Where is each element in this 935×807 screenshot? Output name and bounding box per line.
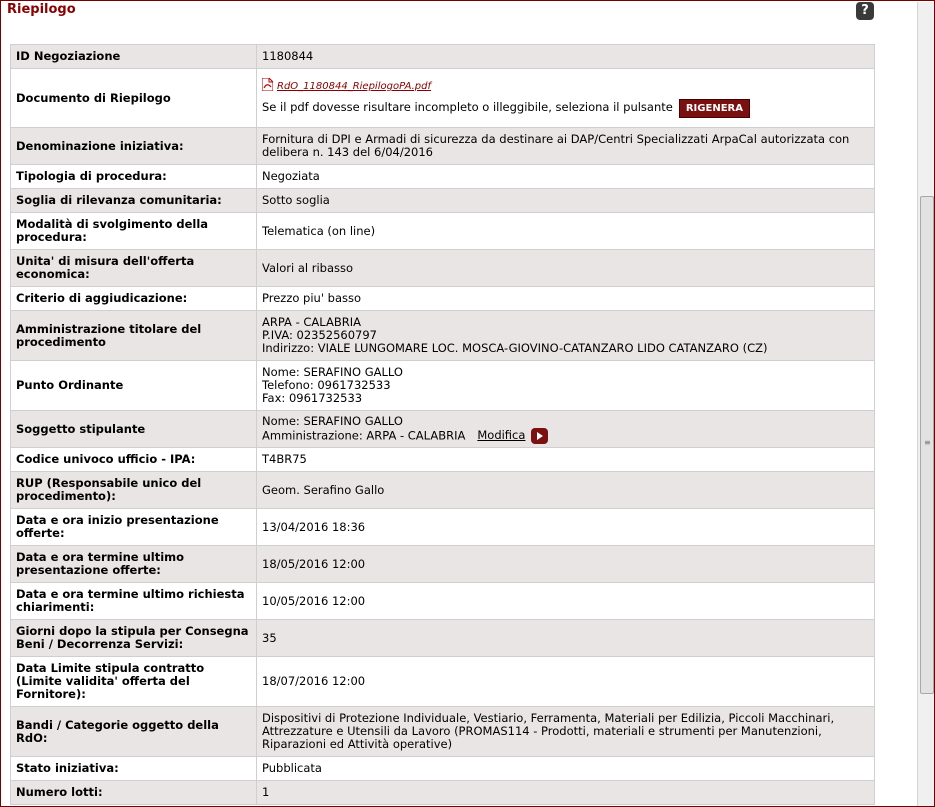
row-punto-ordinante — [11, 361, 875, 411]
row-value-line: ARPA - CALABRIA — [262, 315, 361, 329]
row-label: Tipologia di procedura: — [11, 165, 257, 189]
modify-link[interactable]: Modifica — [477, 428, 526, 442]
row-label: Stato iniziativa: — [11, 757, 257, 781]
row-soglia — [11, 189, 875, 213]
row-value-line: Indirizzo: VIALE LUNGOMARE LOC. MOSCA-GIOVINO-CATANZARO LIDO CATANZARO (CZ) — [262, 341, 768, 355]
row-label: Data e ora termine ultimo presentazione offerte: — [11, 546, 257, 583]
row-amministrazione — [11, 311, 875, 361]
row-data-inizio — [11, 509, 875, 546]
row-value: 1 — [257, 781, 875, 805]
row-criterio — [11, 287, 875, 311]
row-value: 18/05/2016 12:00 — [257, 546, 875, 583]
row-label: Bandi / Categorie oggetto della RdO: — [11, 707, 257, 757]
help-icon[interactable]: ? — [856, 2, 874, 20]
row-denominazione — [11, 128, 875, 165]
row-value: Dispositivi di Protezione Individuale, Vestiario, Ferramenta, Materiali per Edilizia, Piccoli Macchinari, Attrezzature e Utensili da Lavoro (PROMAS114 - Prodotti, materiali e strumenti per Manutenzioni, Riparazioni ed Attività operative) — [257, 707, 875, 757]
row-numero-lotti — [11, 781, 875, 805]
row-value-line: Nome: SERAFINO GALLO — [262, 365, 403, 379]
row-label: Numero lotti: — [11, 781, 257, 805]
row-value-line: P.IVA: 02352560797 — [262, 328, 377, 342]
row-bandi-categorie — [11, 707, 875, 757]
row-value: 10/05/2016 12:00 — [257, 583, 875, 620]
row-value: Fornitura di DPI e Armadi di sicurezza da destinare ai DAP/Centri Specializzati ArpaCal autorizzata con delibera n. 143 del 6/04/2016 — [257, 128, 875, 165]
row-documento-riepilogo — [11, 69, 875, 128]
row-label: Soglia di rilevanza comunitaria: — [11, 189, 257, 213]
row-label: Modalità di svolgimento della procedura: — [11, 213, 257, 250]
row-rup — [11, 472, 875, 509]
row-label: ID Negoziazione — [11, 45, 257, 69]
row-value: T4BR75 — [257, 448, 875, 472]
row-giorni-consegna — [11, 620, 875, 657]
page-title: Riepilogo — [7, 2, 76, 17]
row-label: Criterio di aggiudicazione: — [11, 287, 257, 311]
row-label: Soggetto stipulante — [11, 411, 257, 448]
pdf-download-link[interactable]: RdO_1180844_RiepilogoPA.pdf — [277, 81, 432, 92]
scrollbar-thumb[interactable] — [920, 196, 934, 694]
row-value: 1180844 — [257, 45, 875, 69]
row-label: Codice univoco ufficio - IPA: — [11, 448, 257, 472]
modify-arrow-icon[interactable] — [531, 428, 548, 444]
row-unita-misura — [11, 250, 875, 287]
row-id-negoziazione — [11, 45, 875, 69]
row-label: Giorni dopo la stipula per Consegna Beni / Decorrenza Servizi: — [11, 620, 257, 657]
row-value-line: Fax: 0961732533 — [262, 391, 363, 405]
row-value: Telematica (on line) — [257, 213, 875, 250]
row-label: RUP (Responsabile unico del procedimento): — [11, 472, 257, 509]
row-value: 18/07/2016 12:00 — [257, 657, 875, 707]
regenerate-button[interactable]: RIGENERA — [679, 99, 750, 118]
row-tipologia — [11, 165, 875, 189]
row-label: Amministrazione titolare del procedimento — [11, 311, 257, 361]
row-label: Documento di Riepilogo — [11, 69, 257, 128]
row-value-line: Telefono: 0961732533 — [262, 378, 391, 392]
row-label: Punto Ordinante — [11, 361, 257, 411]
row-data-termine-chiarimenti — [11, 583, 875, 620]
row-label: Unita' di misura dell'offerta economica: — [11, 250, 257, 287]
row-value: Sotto soglia — [257, 189, 875, 213]
row-value-line: Nome: SERAFINO GALLO — [262, 413, 403, 428]
regenerate-note: Se il pdf dovesse risultare incompleto o illeggibile, seleziona il pulsante — [262, 100, 673, 114]
row-value: 13/04/2016 18:36 — [257, 509, 875, 546]
row-modalita — [11, 213, 875, 250]
row-stato-iniziativa — [11, 757, 875, 781]
summary-table — [10, 44, 875, 805]
row-value: Negoziata — [257, 165, 875, 189]
row-codice-ipa — [11, 448, 875, 472]
row-value: Prezzo piu' basso — [257, 287, 875, 311]
grip-icon: ≡ — [924, 438, 931, 447]
row-label: Data e ora termine ultimo richiesta chiarimenti: — [11, 583, 257, 620]
row-label: Data Limite stipula contratto (Limite validita' offerta del Fornitore): — [11, 657, 257, 707]
row-soggetto-stipulante — [11, 411, 875, 448]
row-value: Pubblicata — [257, 757, 875, 781]
row-label: Denominazione iniziativa: — [11, 128, 257, 165]
row-label: Data e ora inizio presentazione offerte: — [11, 509, 257, 546]
row-data-limite-stipula — [11, 657, 875, 707]
row-value: 35 — [257, 620, 875, 657]
vertical-scrollbar[interactable] — [917, 2, 935, 806]
row-value: Geom. Serafino Gallo — [257, 472, 875, 509]
row-value: Valori al ribasso — [257, 250, 875, 287]
pdf-file-icon — [262, 78, 273, 91]
row-value-line: Amministrazione: ARPA - CALABRIA — [262, 428, 466, 442]
row-data-termine-offerte — [11, 546, 875, 583]
